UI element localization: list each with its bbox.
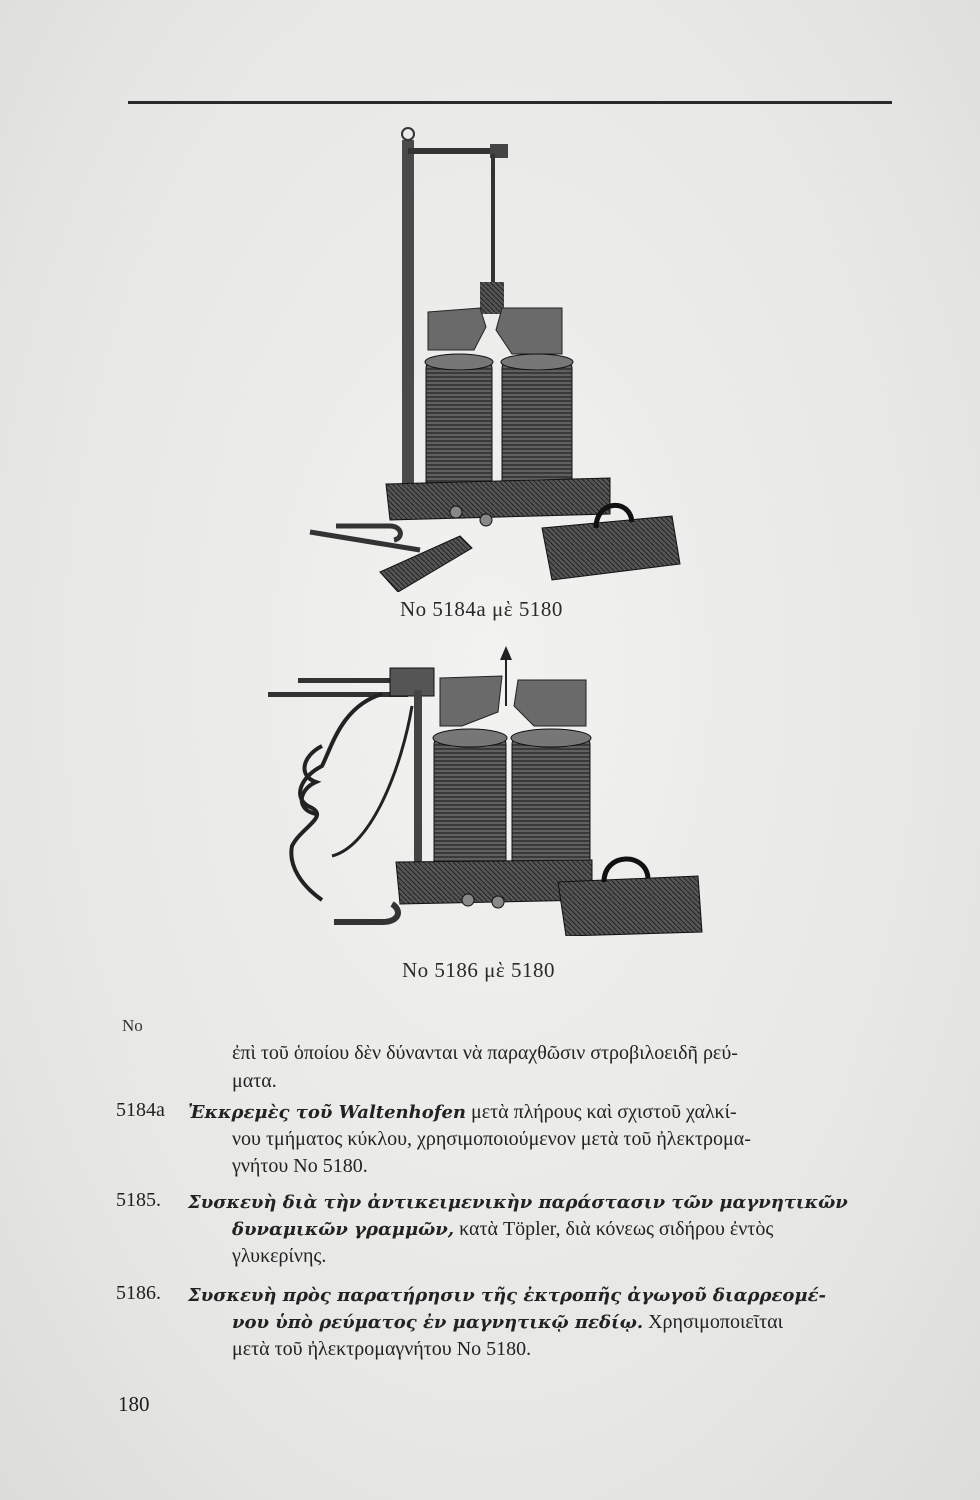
entry-text: Χρησιμοποιεῖται bbox=[648, 1311, 784, 1333]
entry-5184a bbox=[188, 1099, 892, 1180]
page-number: 180 bbox=[118, 1392, 150, 1416]
entry-title: Ἐκκρεμὲς τοῦ Waltenhofen bbox=[188, 1102, 467, 1123]
figure-conductor-deflection bbox=[262, 646, 712, 936]
entry-title: Συσκευὴ διὰ τὴν ἀντικειμενικὴν παράστασιν τῶν μαγνητικῶν bbox=[188, 1192, 848, 1213]
figure-pendulum-electromagnet bbox=[290, 122, 710, 592]
figure1-caption: No 5184a μὲ 5180 bbox=[400, 597, 563, 621]
entry-title: Συσκευὴ πρὸς παρατήρησιν τῆς ἐκτροπῆς ἀγωγοῦ διαρρεομέ- bbox=[188, 1285, 826, 1306]
continuation-line-1: ἐπὶ τοῦ ὁποίου δὲν δύνανται νὰ παραχθῶσιν στροβιλοειδῆ ρεύ- bbox=[232, 1042, 738, 1064]
continuation-line-2: ματα. bbox=[232, 1070, 277, 1092]
entry-text: γνήτου No 5180. bbox=[232, 1155, 368, 1177]
entry-text: μετὰ πλήρους καὶ σχιστοῦ χαλκί- bbox=[471, 1101, 737, 1123]
entry-5185 bbox=[188, 1189, 892, 1270]
entry-number-5186: 5186. bbox=[116, 1282, 161, 1304]
entry-text: νου τμήματος κύκλου, χρησιμοποιούμενον μετὰ τοῦ ἠλεκτρομα- bbox=[232, 1128, 751, 1150]
entry-title-cont: δυναμικῶν γραμμῶν, bbox=[232, 1219, 455, 1240]
number-column-header: No bbox=[122, 1016, 143, 1035]
entry-text: κατὰ Töpler, διὰ κόνεως σιδήρου ἐντὸς bbox=[459, 1218, 774, 1240]
entry-title-cont: νου ὑπὸ ρεύματος ἐν μαγνητικῷ πεδίῳ. bbox=[232, 1312, 644, 1333]
entry-text: γλυκερίνης. bbox=[232, 1245, 327, 1267]
entry-number-5184a: 5184a bbox=[116, 1099, 165, 1121]
entry-5186 bbox=[188, 1282, 892, 1363]
entry-number-5185: 5185. bbox=[116, 1189, 161, 1211]
entry-text: μετὰ τοῦ ἠλεκτρομαγνήτου No 5180. bbox=[232, 1338, 532, 1360]
header-rule bbox=[128, 101, 892, 104]
figure2-caption: No 5186 μὲ 5180 bbox=[402, 958, 555, 982]
